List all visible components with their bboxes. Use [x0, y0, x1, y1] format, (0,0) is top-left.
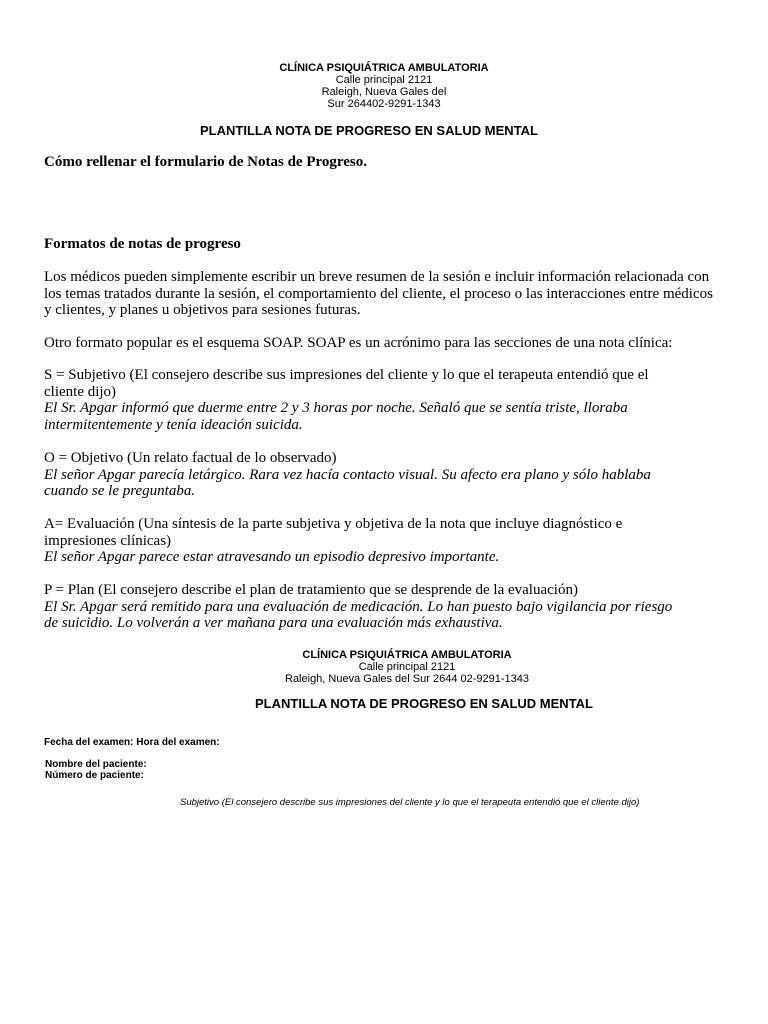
patient-name-label: Nombre del paciente: — [45, 759, 147, 770]
patient-number-label: Número de paciente: — [45, 770, 144, 781]
clinic-city-2: Raleigh, Nueva Gales del Sur 2644 02-9291-1343 — [285, 673, 529, 685]
soap-p-example: El Sr. Apgar será remitido para una evaluación de medicación. Lo han puesto bajo vigilancia por riesgo de suicidio. Lo volverán a ver mañana para una evaluación más exhaustiva. — [44, 598, 673, 631]
soap-o-example: El señor Apgar parecía letárgico. Rara vez hacía contacto visual. Su afecto era plano y sólo hablaba cuando se le preguntaba. — [44, 466, 651, 499]
clinic-name: CLÍNICA PSIQUIÁTRICA AMBULATORIA — [279, 62, 489, 74]
soap-plan — [44, 582, 684, 632]
clinic-header-2 — [100, 649, 714, 685]
clinic-name-2: CLÍNICA PSIQUIÁTRICA AMBULATORIA — [302, 649, 512, 661]
page-title-1: PLANTILLA NOTA DE PROGRESO EN SALUD MENTAL — [200, 123, 538, 138]
subjective-field-label: Subjetivo (El consejero describe sus impresiones del cliente y lo que el terapeuta entendió que el cliente dijo) — [180, 797, 640, 808]
soap-o-label: O = Objetivo (Un relato factual de lo observado) — [44, 450, 337, 466]
soap-subjective — [44, 367, 684, 433]
clinic-street-2: Calle principal 2121 — [358, 661, 456, 673]
page-title-2: PLANTILLA NOTA DE PROGRESO EN SALUD MENTAL — [255, 696, 593, 711]
soap-a-example: El señor Apgar parece estar atravesando un episodio depresivo importante. — [44, 549, 500, 565]
soap-a-label: A= Evaluación (Una síntesis de la parte subjetiva y objetiva de la nota que incluye diagnóstico e impresiones clínicas) — [44, 516, 623, 549]
clinic-zip: Sur 264402-9291-1343 — [327, 98, 441, 110]
clinic-street: Calle principal 2121 — [335, 74, 433, 86]
intro-paragraph — [44, 269, 724, 319]
clinic-header-1 — [0, 62, 768, 110]
formats-heading: Formatos de notas de progreso — [44, 236, 241, 252]
soap-s-label: S = Subjetivo (El consejero describe sus impresiones del cliente y lo que el terapeuta entendió que el cliente dijo) — [44, 367, 649, 400]
soap-objective — [44, 450, 684, 500]
soap-assessment — [44, 516, 664, 566]
intro-text: Los médicos pueden simplemente escribir un breve resumen de la sesión e incluir información relacionada con los temas tratados durante la sesión, el comportamiento del cliente, el proceso o las interacciones entre médicos y clientes, y planes u objetivos para sesiones futuras. — [44, 269, 713, 318]
soap-s-example: El Sr. Apgar informó que duerme entre 2 y 3 horas por noche. Señaló que se sentía triste, lloraba intermitentemente y tenía ideación suicida. — [44, 400, 628, 433]
soap-intro: Otro formato popular es el esquema SOAP. SOAP es un acrónimo para las secciones de una nota clínica: — [44, 335, 673, 351]
howto-heading: Cómo rellenar el formulario de Notas de Progreso. — [44, 154, 367, 170]
exam-date-time-label: Fecha del examen: Hora del examen: — [44, 737, 220, 748]
clinic-city: Raleigh, Nueva Gales del — [321, 86, 447, 98]
soap-p-label: P = Plan (El consejero describe el plan de tratamiento que se desprende de la evaluación) — [44, 582, 578, 598]
